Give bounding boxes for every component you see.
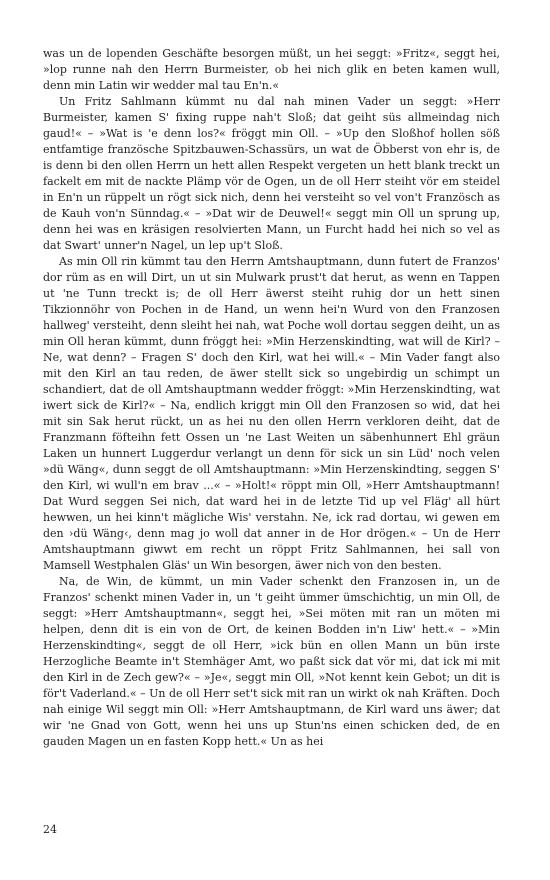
paragraph-4: Na, de Win, de kümmt, un min Vader schenkt den Franzosen in, un de Franzos' schenkt minen Vader in, un 't geiht ümmer ümschichtig, un min Oll, de seggt: »Herr Amtshauptmann«, seggt hei, »Sei möten mit ran un möten mi helpen, denn dit is ein von de Ort, de keinen Bodden in'n Liw' hett.« – »Min Herzenskindting«, seggt de oll Herr, »ick bün en ollen Mann un bün irste Herzogliche Beamte in't Stemhäger Amt, wo paßt sick dat vör mi, dat ick mi mit den Kirl in de Zech gew?« – »Je«, seggt min Oll, »Not kennt kein Gebot; un dit is för't Vaderland.« – Un de oll Herr set't sick mit ran un wirkt ok nah Kräften. Doch nah einige Wil seggt min Oll: »Herr Amtshauptmann, de Kirl ward uns äwer; dat wir 'ne Gnad von Gott, wenn hei uns up Stun'ns einen schicken ded, de en gauden Magen un en fasten Kopp hett.« Un as hei [43,575,500,748]
paragraph-1: was un de lopenden Geschäfte besorgen müßt, un hei seggt: »Fritz«, seggt hei, »lop runne nah den Herrn Burmeister, ob hei nich glik en beten kamen wull, denn min Latin wir wedder mal tau En'n.« [43,47,500,92]
page-body [43,46,500,750]
paragraph-2: Un Fritz Sahlmann kümmt nu dal nah minen Vader un seggt: »Herr Burmeister, kamen S' fixing ruppe nah't Sloß; dat geiht süs allmeindag nich gaud!« – »Wat is 'e denn los?« fröggt min Oll. – »Up den Sloßhof hollen söß entfamtige französche Spitzbauwen-Schassürs, un wat de Öbberst von ehr is, de is denn bi den ollen Herrn un hett allen Respekt vergeten un hett blank treckt un fackelt em mit de nackte Plämp vör de Ogen, un de oll Herr steiht vör em steidel in En'n un rüppelt un rögt sick nich, denn hei versteiht so vel von't Französch as de Kauh von'n Sünndag.« – »Dat wir de Deuwel!« seggt min Oll un sprung up, denn hei was en kräsigen resolvierten Mann, un Furcht hadd hei nich so vel as dat Swart' unner'n Nagel, un lep up't Sloß. [43,95,500,252]
page-number: 24 [43,823,57,836]
paragraph-3: As min Oll rin kümmt tau den Herrn Amtshauptmann, dunn futert de Franzos' dor rüm as en will Dirt, un ut sin Mulwark prust't dat herut, as wenn en Tappen ut 'ne Tunn treckt is; de oll Herr äwerst steiht ruhig dor un hett sinen Tikzionnöhr von Pochen in de Hand, un wenn hei'n Wurd von den Franzosen hallweg' versteiht, denn sleiht hei nah, wat Poche woll dortau seggen deiht, un as min Oll heran kümmt, dunn fröggt hei: »Min Herzenskindting, wat will de Kirl? – Ne, wat denn? – Fragen S' doch den Kirl, wat hei will.« – Min Vader fangt also mit den Kirl an tau reden, de äwer stellt sick so ungebirdig un schimpt un schandiert, dat de oll Amtshauptmann wedder fröggt: »Min Herzenskindting, wat iwert sick de Kirl?« – Na, endlich kriggt min Oll den Franzosen so wid, dat hei mit sin Sak herut rückt, un as hei nu den ollen Herrn verkloren deiht, dat de Franzmann föfteihn fett Ossen un 'ne Last Weiten un säbenhunnert Ehl gräun Laken un hunnert Luggerdur verlangt un denn för sick un sin Lüd' noch velen »dü Wäng«, dunn seggt de oll Amtshauptmann: »Min Herzenskindting, seggen S' den Kirl, wi wull'n em brav ...« – »Holt!« röppt min Oll, »Herr Amtshauptmann! Dat Wurd seggen Sei nich, dat ward hei in de letzte Tid up vel Fläg' all hürt hewwen, un hei kinn't mägliche Wis' verstahn. Ne, ick rad dortau, wi gewen em den ›dü Wäng‹, denn mag jo woll dat anner in de Hor drögen.« – Un de Herr Amtshauptmann giwwt em recht un röppt Fritz Sahlmannen, hei sall von Mamsell Westphalen Gläs' un Win besorgen, äwer nich von den besten. [43,255,501,572]
